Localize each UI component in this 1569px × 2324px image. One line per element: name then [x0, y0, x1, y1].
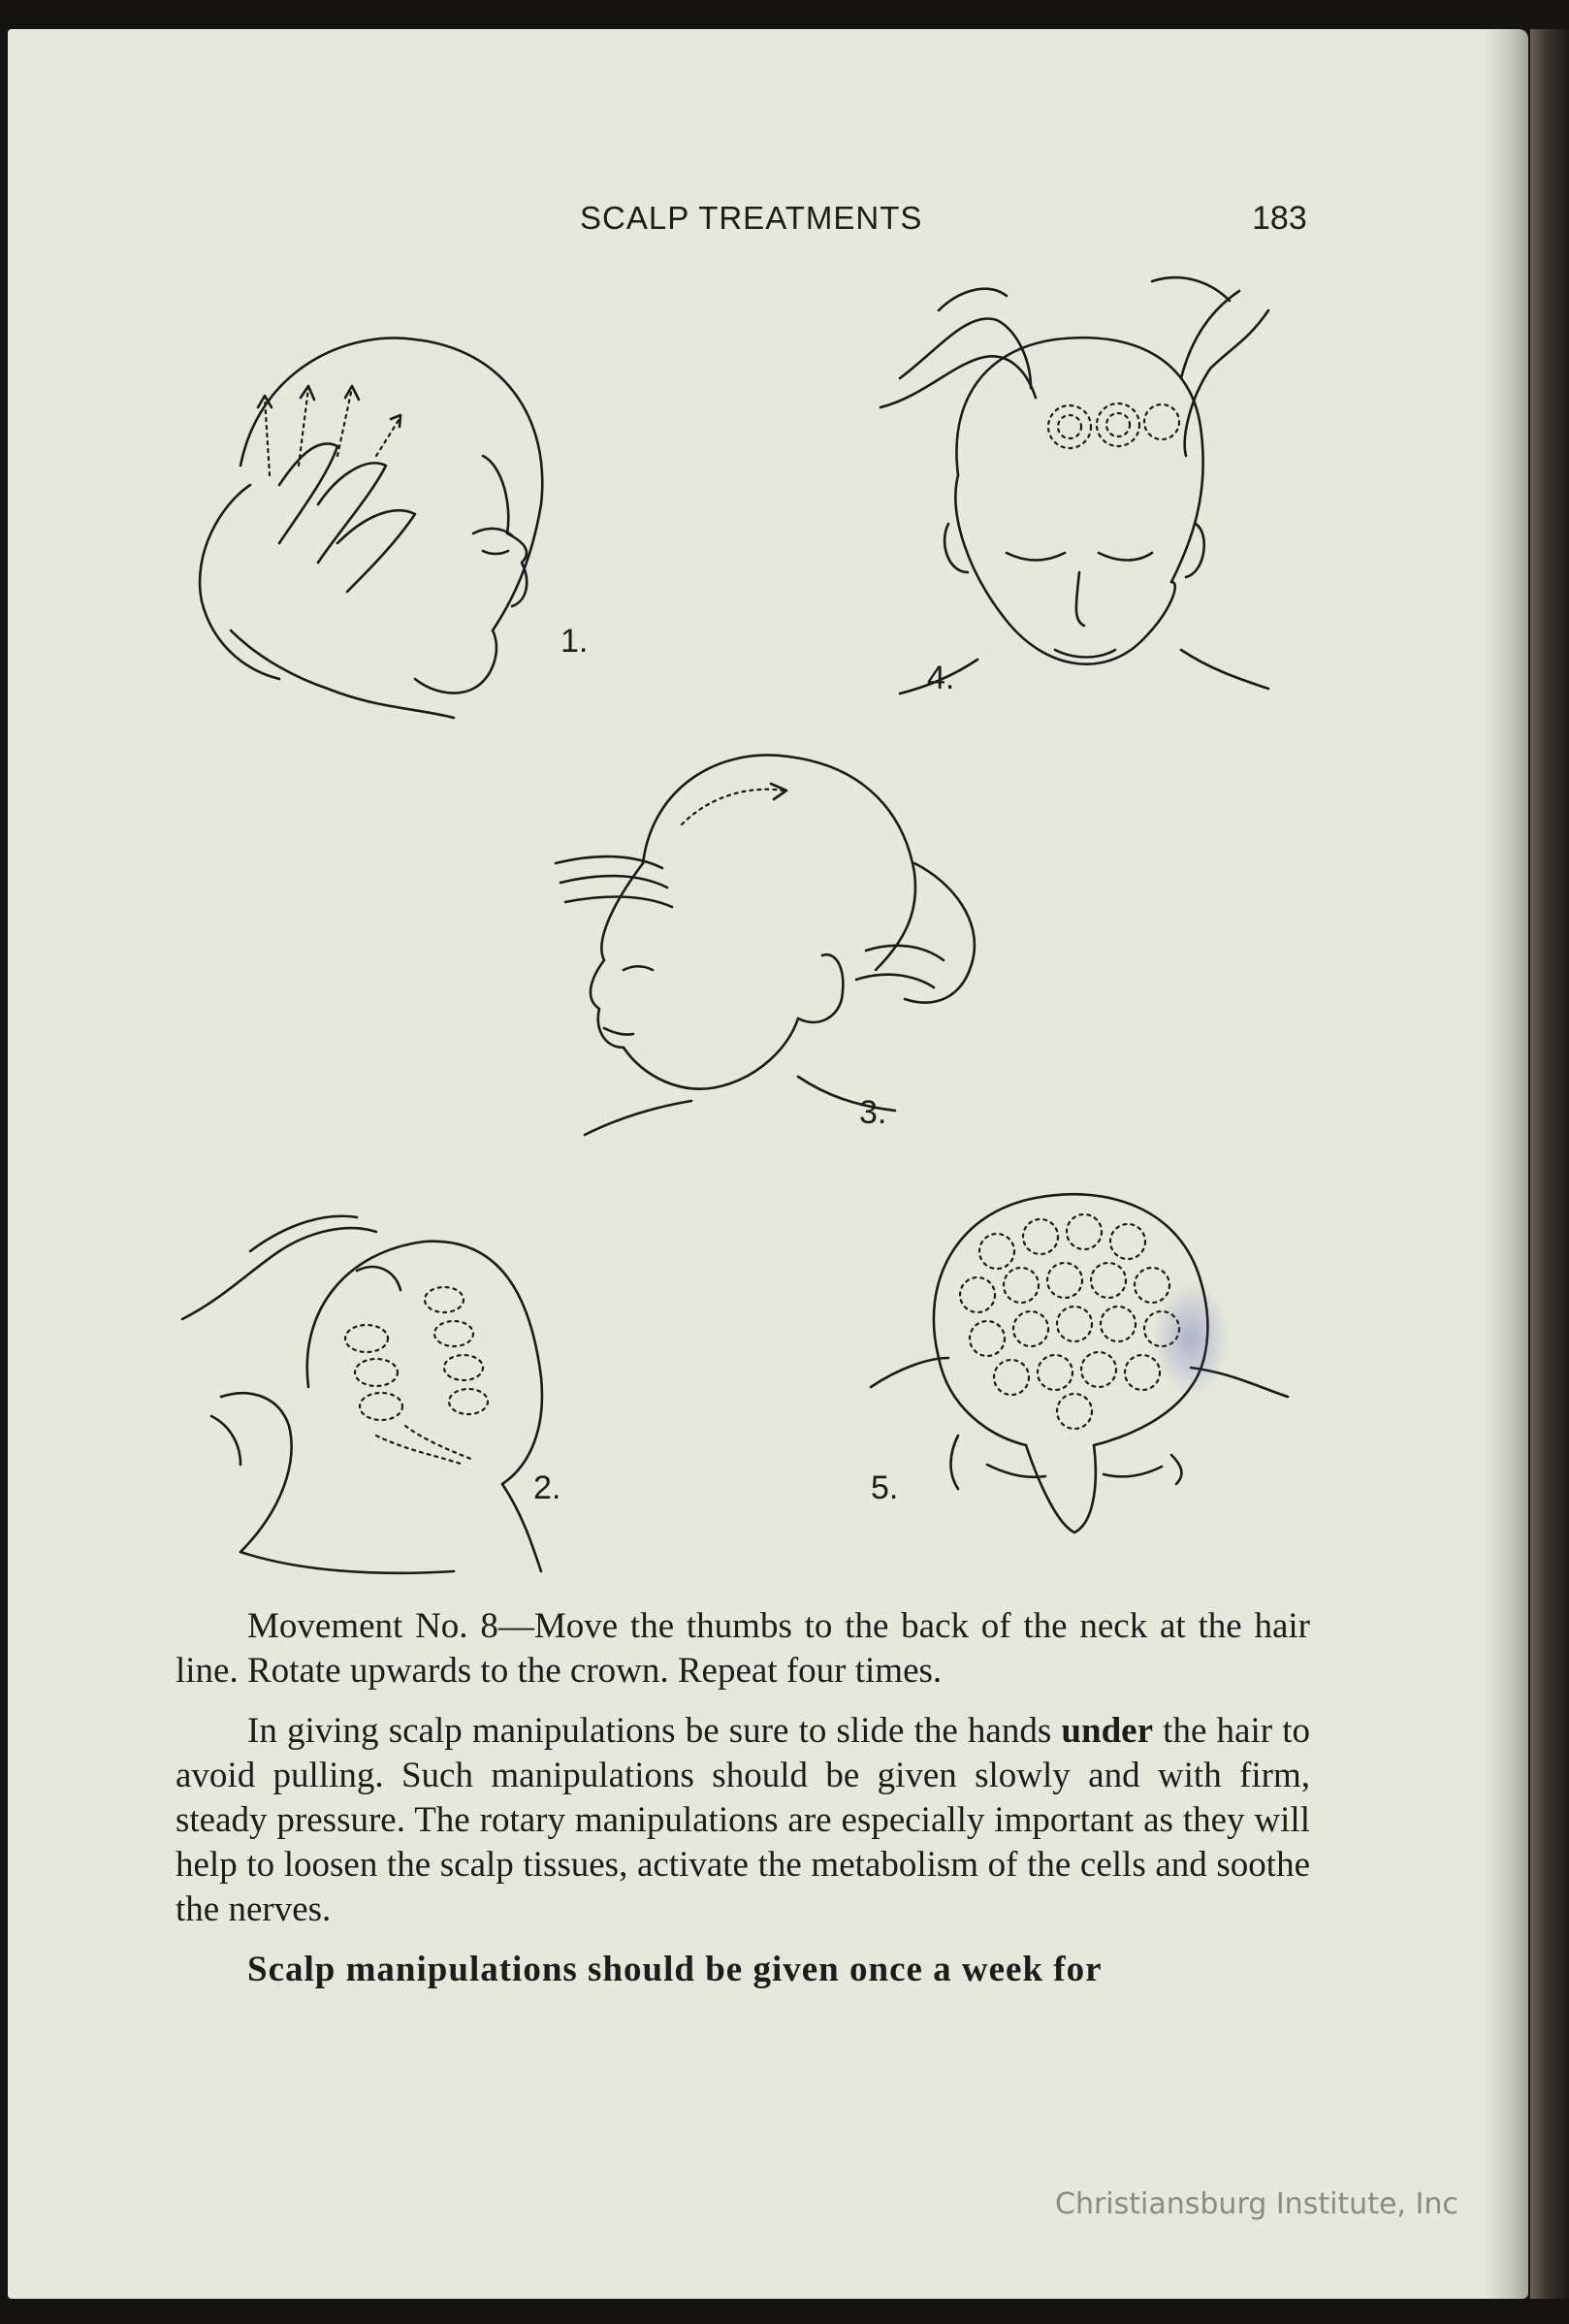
paragraph-text-end: the hair to avoid pulling. Such manipulations should be given slowly and with firm, steady pressure. The rotary manipulations are especially important as they will help to loosen the scalp tissues, activate the metabolism of the cells and soothe the nerves. — [176, 1711, 1310, 1929]
illustration-2 — [182, 1193, 590, 1581]
ink-smudge — [1152, 1280, 1230, 1397]
figure-label-5: 5. — [871, 1469, 899, 1506]
emphasis-under: under — [1061, 1711, 1153, 1751]
figure-label-4: 4. — [927, 660, 955, 696]
figure-label-3: 3. — [859, 1094, 887, 1131]
page-number: 183 — [1252, 200, 1307, 237]
running-head: SCALP TREATMENTS — [580, 200, 923, 236]
illustration-1 — [182, 310, 590, 718]
book-page — [8, 29, 1528, 2299]
page-edge-shadow — [1484, 29, 1528, 2299]
illustration-3 — [546, 727, 992, 1145]
paragraph-frequency: Scalp manipulations should be given once a week for — [247, 1950, 1103, 1989]
figure-label-1: 1. — [560, 623, 589, 660]
watermark: Christiansburg Institute, Inc — [1055, 2187, 1458, 2221]
body-text — [176, 1604, 1310, 2008]
paragraph-movement-8: Movement No. 8—Move the thumbs to the back of the neck at the hair line. Rotate upwards to the crown. Repeat four times. — [176, 1606, 1310, 1691]
paragraph-scalp-manipulations — [176, 1709, 1310, 1932]
illustration-4 — [861, 252, 1288, 708]
paragraph-text-start: In giving scalp manipulations be sure to slide the hands — [247, 1711, 1062, 1751]
figure-label-2: 2. — [533, 1469, 561, 1506]
book-spine — [1530, 29, 1569, 2299]
